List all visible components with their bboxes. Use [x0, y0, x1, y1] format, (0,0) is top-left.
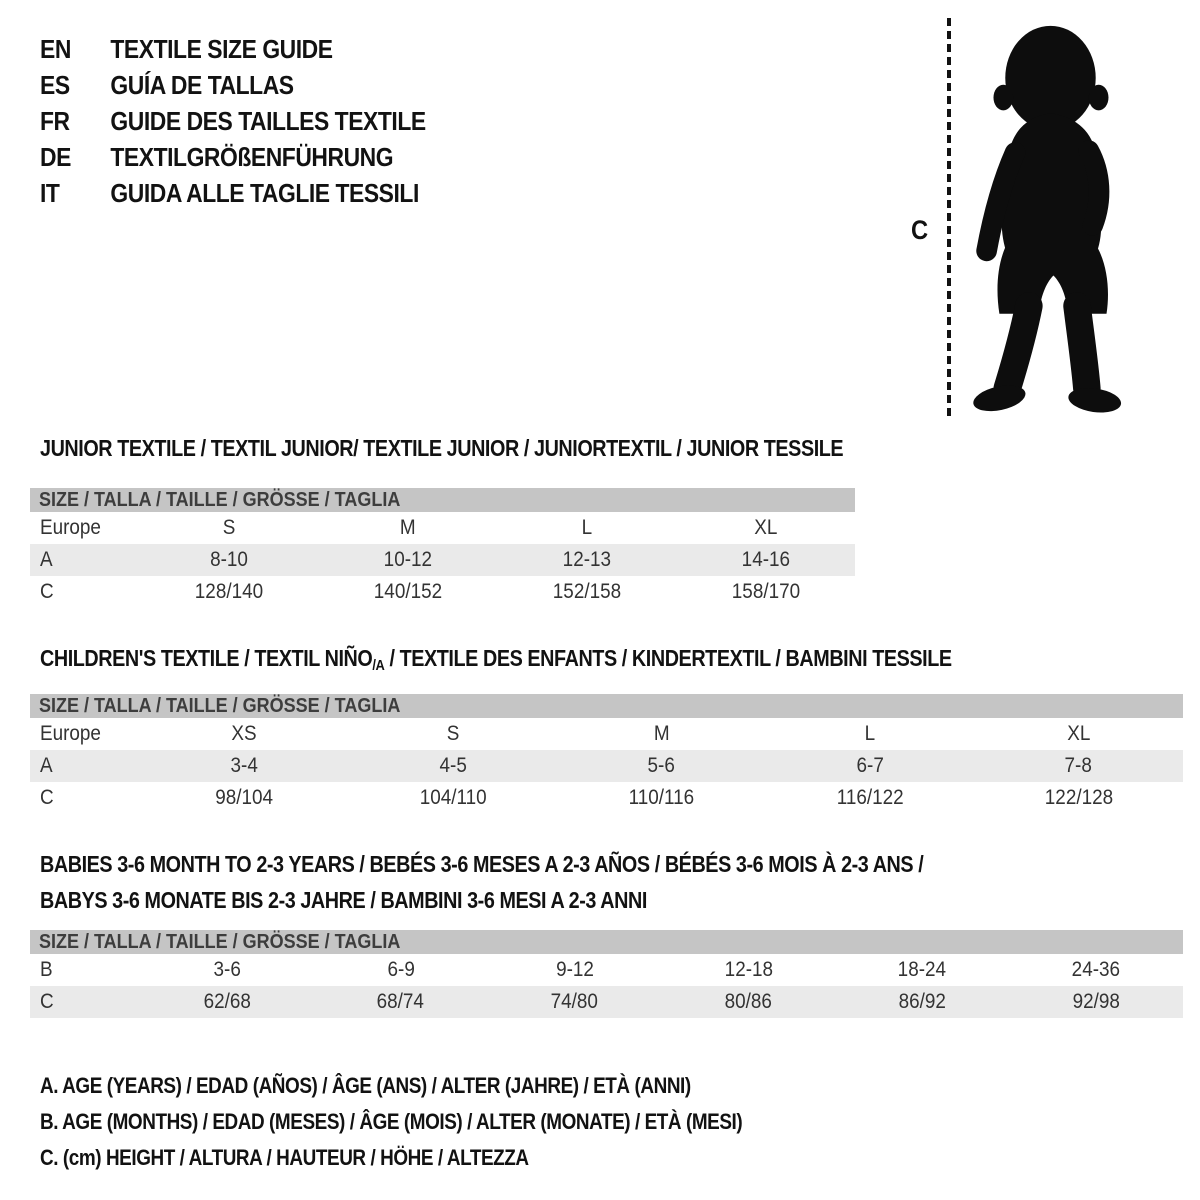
- size-cell: L: [864, 722, 876, 745]
- language-title-list: [40, 31, 478, 211]
- children-table-header: [30, 694, 1183, 718]
- age-cell: 12-13: [562, 548, 612, 571]
- lang-code: ES: [40, 69, 70, 100]
- table-row: [30, 986, 1183, 1018]
- height-cell: 110/116: [628, 786, 695, 809]
- row-label: A: [40, 754, 53, 777]
- babies-table-header: [30, 930, 1183, 954]
- age-cell: 10-12: [383, 548, 433, 571]
- lang-code: EN: [40, 33, 71, 64]
- babies-title-line2-text: BABYS 3-6 MONATE BIS 2-3 JAHRE / BAMBINI 3-6 MESI A 2-3 ANNI: [40, 887, 647, 913]
- height-cell: 62/68: [203, 990, 251, 1013]
- guide-title: TEXTILGRÖßENFÜHRUNG: [110, 141, 394, 172]
- height-cell: 92/98: [1072, 990, 1120, 1013]
- row-label: Europe: [40, 722, 101, 745]
- size-header-label: SIZE / TALLA / TAILLE / GRÖSSE / TAGLIA: [39, 694, 401, 717]
- children-title-suffix: / TEXTILE DES ENFANTS / KINDERTEXTIL / BAMBINI TESSILE: [384, 645, 952, 671]
- size-cell: S: [223, 516, 236, 539]
- height-cell: 68/74: [377, 990, 425, 1013]
- lang-row-de: [40, 139, 426, 175]
- height-cell: 122/128: [1044, 786, 1113, 809]
- table-row: [30, 954, 1183, 986]
- height-cell: 128/140: [195, 580, 264, 603]
- months-cell: 24-36: [1071, 958, 1121, 981]
- size-cell: M: [653, 722, 670, 745]
- size-header-label: SIZE / TALLA / TAILLE / GRÖSSE / TAGLIA: [39, 488, 401, 511]
- table-row: [30, 576, 855, 608]
- row-label: C: [40, 580, 54, 603]
- age-cell: 14-16: [741, 548, 790, 571]
- months-cell: 18-24: [898, 958, 947, 981]
- row-label: C: [40, 786, 54, 809]
- age-cell: 4-5: [439, 754, 467, 777]
- lang-row-it: [40, 175, 426, 211]
- height-cell: 74/80: [550, 990, 599, 1013]
- height-cell: 116/122: [836, 786, 904, 809]
- size-cell: XL: [1067, 722, 1091, 745]
- guide-title: GUIDA ALLE TAGLIE TESSILI: [110, 177, 419, 208]
- junior-table-header: [30, 488, 855, 512]
- size-header-label: SIZE / TALLA / TAILLE / GRÖSSE / TAGLIA: [39, 930, 401, 953]
- height-cell: 158/170: [731, 580, 800, 603]
- babies-section-title-line1: [40, 851, 923, 878]
- age-cell: 7-8: [1065, 754, 1093, 777]
- size-cell: XS: [231, 722, 257, 745]
- children-section-title: [40, 645, 952, 674]
- lang-code: DE: [40, 141, 71, 172]
- height-cell: 104/110: [419, 786, 487, 809]
- children-title-prefix: CHILDREN'S TEXTILE / TEXTIL NIÑO: [40, 645, 373, 671]
- size-cell: S: [446, 722, 460, 745]
- months-cell: 6-9: [387, 958, 415, 981]
- table-row: [30, 512, 855, 544]
- junior-size-table: [30, 488, 855, 608]
- lang-row-fr: [40, 103, 426, 139]
- lang-row-es: [40, 67, 426, 103]
- note-age-years: A. AGE (YEARS) / EDAD (AÑOS) / ÂGE (ANS) / ALTER (JAHRE) / ETÀ (ANNI): [40, 1073, 691, 1098]
- height-cell: 80/86: [724, 990, 773, 1013]
- guide-title: TEXTILE SIZE GUIDE: [110, 33, 333, 64]
- lang-code: IT: [40, 177, 60, 208]
- height-dashed-line: [947, 18, 951, 416]
- months-cell: 12-18: [724, 958, 773, 981]
- size-cell: M: [400, 516, 416, 539]
- lang-row-en: [40, 31, 426, 67]
- toddler-silhouette-icon: [964, 14, 1136, 418]
- months-cell: 9-12: [555, 958, 594, 981]
- table-row: [30, 782, 1183, 814]
- guide-title: GUIDE DES TAILLES TEXTILE: [110, 105, 426, 136]
- babies-title-line1-text: BABIES 3-6 MONTH TO 2-3 YEARS / BEBÉS 3-6 MESES A 2-3 AÑOS / BÉBÉS 3-6 MOIS À 2-3 ANS /: [40, 851, 924, 877]
- table-row: [30, 718, 1183, 750]
- note-height-cm: C. (cm) HEIGHT / ALTURA / HAUTEUR / HÖHE / ALTEZZA: [40, 1145, 529, 1170]
- months-cell: 3-6: [213, 958, 241, 981]
- children-size-table: [30, 694, 1183, 814]
- babies-size-table: [30, 930, 1183, 1018]
- age-cell: 5-6: [647, 754, 676, 777]
- age-cell: 3-4: [230, 754, 258, 777]
- height-cell: 140/152: [373, 580, 443, 603]
- height-measure-label: C: [911, 215, 929, 245]
- row-label: B: [40, 958, 53, 981]
- lang-code: FR: [40, 105, 70, 136]
- legend-notes: [40, 1068, 857, 1176]
- row-label: Europe: [40, 516, 101, 539]
- junior-section-title: [40, 435, 843, 462]
- row-label: A: [40, 548, 53, 571]
- height-cell: 152/158: [552, 580, 622, 603]
- age-cell: 6-7: [856, 754, 884, 777]
- note-age-months: B. AGE (MONTHS) / EDAD (MESES) / ÂGE (MOIS) / ALTER (MONATE) / ETÀ (MESI): [40, 1109, 743, 1134]
- age-cell: 8-10: [210, 548, 249, 571]
- height-cell: 98/104: [215, 786, 274, 809]
- table-row: [30, 544, 855, 576]
- guide-title: GUÍA DE TALLAS: [110, 69, 294, 100]
- babies-section-title-line2: [40, 887, 647, 914]
- height-cell: 86/92: [898, 990, 946, 1013]
- size-cell: L: [581, 516, 593, 539]
- size-cell: XL: [754, 516, 778, 539]
- table-row: [30, 750, 1183, 782]
- children-title-subscript: /A: [372, 657, 385, 674]
- row-label: C: [40, 990, 54, 1013]
- junior-section-title-text: JUNIOR TEXTILE / TEXTIL JUNIOR/ TEXTILE JUNIOR / JUNIORTEXTIL / JUNIOR TESSILE: [40, 435, 844, 461]
